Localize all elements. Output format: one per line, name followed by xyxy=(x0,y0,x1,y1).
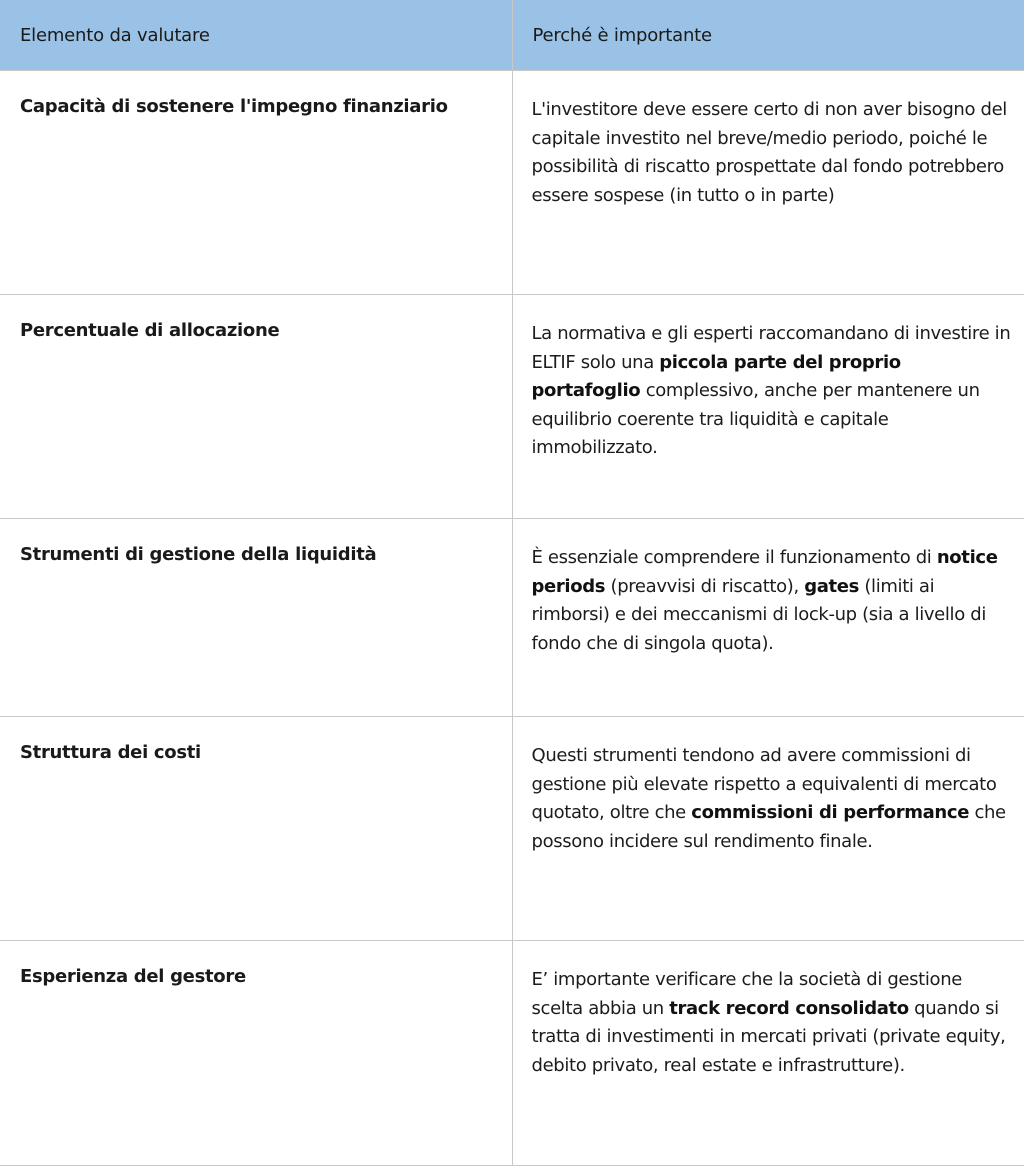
header-col-importance: Perché è importante xyxy=(512,0,1024,71)
desc-text: complessivo, anche per mantenere un equilibrio coerente tra liquidità e capitale immobilizzato. xyxy=(531,380,980,458)
table-row xyxy=(0,519,1024,717)
table-header-row xyxy=(0,0,1024,71)
desc-highlight: commissioni di performance xyxy=(691,802,970,823)
desc-text: La normativa e gli esperti raccomandano di investire in ELTIF solo una xyxy=(531,323,1011,373)
row-label: Strumenti di gestione della liquidità xyxy=(0,519,512,717)
desc-text: (preavvisi di riscatto), xyxy=(605,575,805,597)
desc-text: E’ importante verificare che la società di gestione scelta abbia un xyxy=(531,969,962,1019)
table-row xyxy=(0,717,1024,941)
desc-text: (limiti ai rimborsi) e dei meccanismi di lock-up (sia a livello di fondo che di singola quota). xyxy=(531,575,986,654)
desc-text: che possono incidere sul rendimento finale. xyxy=(531,802,1006,852)
desc-text: È essenziale comprendere il funzionamento di xyxy=(531,547,937,568)
row-description xyxy=(512,941,1024,1166)
desc-highlight: track record consolidato xyxy=(669,997,909,1019)
header-col-element: Elemento da valutare xyxy=(0,0,512,71)
row-label: Capacità di sostenere l'impegno finanziario xyxy=(0,71,512,295)
table-header xyxy=(0,0,1024,71)
table-row xyxy=(0,295,1024,519)
table-row xyxy=(0,71,1024,295)
row-description xyxy=(512,295,1024,519)
desc-highlight: piccola parte del proprio portafoglio xyxy=(531,351,901,401)
desc-text: L'investitore deve essere certo di non aver bisogno del capitale investito nel breve/medio periodo, poiché le possibilità di riscatto prospettate dal fondo potrebbero essere sospese (in tutto o in parte) xyxy=(531,99,1007,206)
desc-text: Questi strumenti tendono ad avere commissioni di gestione più elevate rispetto a equivalenti di mercato quotato, oltre che xyxy=(531,745,997,823)
row-label: Esperienza del gestore xyxy=(0,941,512,1166)
row-description xyxy=(512,717,1024,941)
row-label: Struttura dei costi xyxy=(0,717,512,941)
row-description xyxy=(512,71,1024,295)
row-description xyxy=(512,519,1024,717)
desc-text: quando si tratta di investimenti in mercati privati (private equity, debito privato, real estate e infrastrutture). xyxy=(531,997,1006,1076)
table-row xyxy=(0,941,1024,1166)
desc-highlight: gates xyxy=(804,575,860,597)
desc-highlight: notice periods xyxy=(531,547,998,597)
row-label: Percentuale di allocazione xyxy=(0,295,512,519)
